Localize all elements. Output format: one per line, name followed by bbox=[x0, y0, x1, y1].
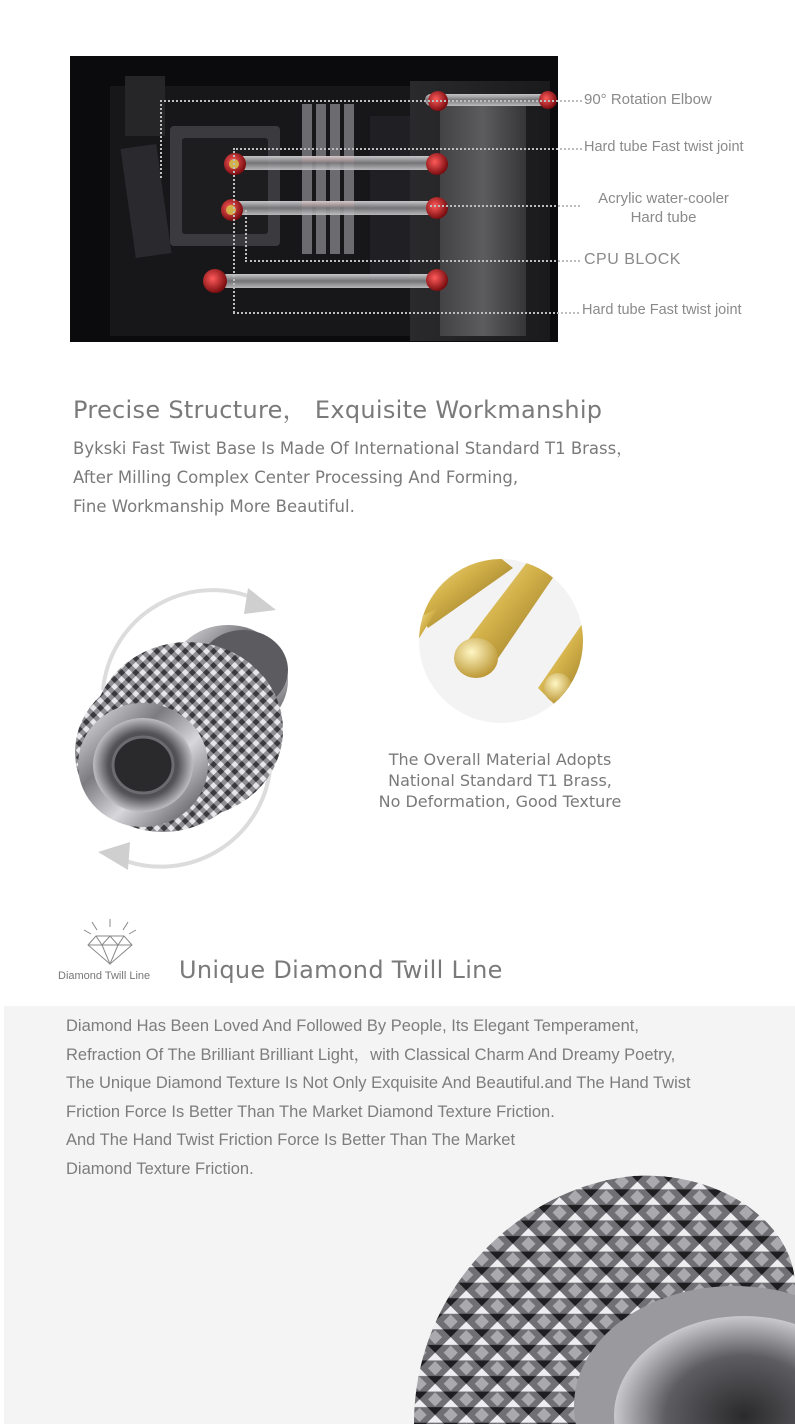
brass-material-image bbox=[418, 558, 584, 724]
structure-line-3: Fine Workmanship More Beautiful. bbox=[73, 497, 355, 516]
diamond-line-1: Diamond Has Been Loved And Followed By People, Its Elegant Temperament, bbox=[66, 1017, 639, 1035]
callout-rotation-elbow: 90° Rotation Elbow bbox=[584, 91, 712, 108]
callout-acrylic-line-2: Hard tube bbox=[630, 209, 697, 226]
structure-description bbox=[73, 434, 633, 521]
material-line-2: National Standard T1 Brass, bbox=[388, 771, 612, 790]
knurled-ring-closeup bbox=[404, 1166, 795, 1424]
diamond-line-2: Refraction Of The Brilliant Brilliant Light，with Classical Charm And Dreamy Poetry, bbox=[66, 1045, 676, 1064]
diamond-line-3: The Unique Diamond Texture Is Not Only Exquisite And Beautiful.and The Hand Twist bbox=[66, 1074, 691, 1092]
diamond-panel bbox=[4, 1006, 795, 1424]
diamond-line-5: And The Hand Twist Friction Force Is Better Than The Market bbox=[66, 1131, 516, 1149]
callout-leader-5-vertical bbox=[233, 148, 235, 313]
callout-leader-4-vertical bbox=[245, 210, 247, 262]
diamond-title: Unique Diamond Twill Line bbox=[179, 956, 503, 984]
callout-fast-twist-joint-top: Hard tube Fast twist joint bbox=[584, 139, 744, 155]
diamond-icon bbox=[78, 918, 142, 968]
material-caption bbox=[350, 749, 650, 812]
structure-line-2: After Milling Complex Center Processing And Forming, bbox=[73, 468, 519, 487]
structure-line-1: Bykski Fast Twist Base Is Made Of International Standard T1 Brass， bbox=[73, 439, 633, 458]
diamond-line-4: Friction Force Is Better Than The Market Diamond Texture Friction. bbox=[66, 1102, 555, 1121]
callout-leader-2 bbox=[233, 148, 582, 150]
callout-cpu-block: CPU BLOCK bbox=[584, 251, 681, 268]
diamond-description bbox=[66, 1012, 691, 1183]
structure-title: Precise Structure， Exquisite Workmanship bbox=[73, 396, 603, 424]
callout-leader-4 bbox=[245, 260, 580, 262]
callout-acrylic-line-1: Acrylic water-cooler bbox=[598, 190, 729, 207]
callout-leader-1 bbox=[160, 100, 582, 102]
material-line-1: The Overall Material Adopts bbox=[388, 750, 612, 769]
callout-leader-1-vertical bbox=[160, 100, 162, 178]
diamond-line-6: Diamond Texture Friction. bbox=[66, 1159, 254, 1178]
water-cooling-photo bbox=[70, 56, 558, 342]
callout-fast-twist-joint-bottom: Hard tube Fast twist joint bbox=[582, 302, 742, 318]
callout-leader-3 bbox=[430, 205, 580, 207]
fitting-rotation-image bbox=[58, 570, 308, 892]
diamond-badge-label: Diamond Twill Line bbox=[58, 970, 151, 982]
chrome-fitting-illustration bbox=[58, 570, 308, 892]
brass-rods-illustration bbox=[418, 558, 584, 724]
callout-acrylic-hard-tube bbox=[586, 189, 741, 227]
pc-interior-illustration bbox=[70, 56, 558, 342]
material-line-3: No Deformation, Good Texture bbox=[378, 792, 622, 811]
callout-leader-5 bbox=[233, 312, 579, 314]
